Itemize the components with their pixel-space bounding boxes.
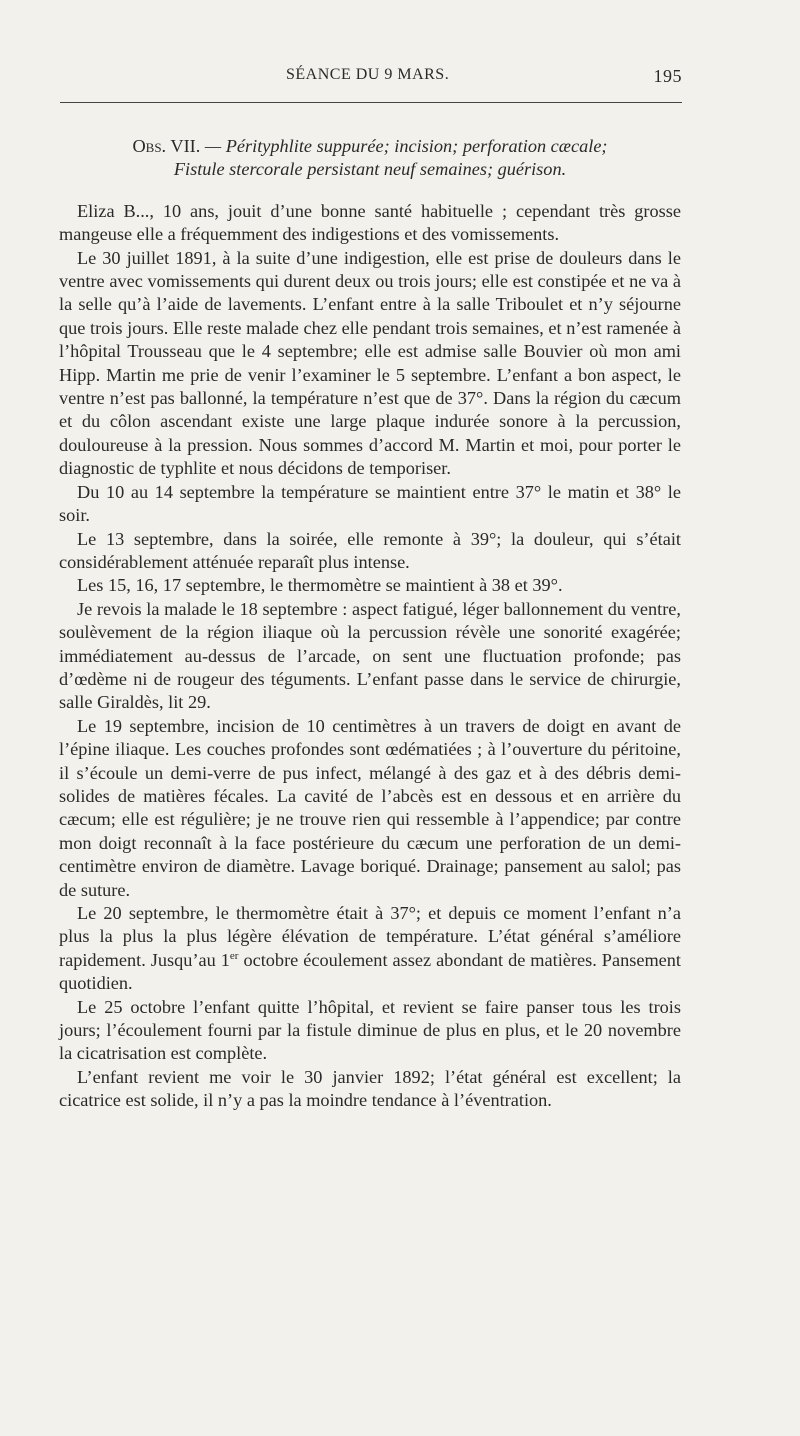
paragraph-1: Eliza B..., 10 ans, jouit d’une bonne santé habituelle ; cependant très grosse mangeuse elle a fréquemment des indigestions et des vomissements. xyxy=(59,200,681,245)
paragraph-3: Du 10 au 14 septembre la température se maintient entre 37° le matin et 38° le soir. xyxy=(59,481,681,526)
observation-label: Obs. VII. xyxy=(132,136,201,156)
observation-title-line1: Pérityphlite suppurée; incision; perforation cæcale; xyxy=(225,136,608,156)
paragraph-6: Je revois la malade le 18 septembre : aspect fatigué, léger ballonnement du ventre, soulèvement de la région iliaque où la percussion révèle une sonorité exagérée; immédiatement au-dessus de l’arcade, on sent une fluctuation profonde; pas d’œdème ni de rougeur des téguments. L’enfant passe dans le service de chirurgie, salle Giraldès, lit 29. xyxy=(59,598,681,713)
observation-heading-line2 xyxy=(59,158,681,181)
paragraph-9: Le 25 octobre l’enfant quitte l’hôpital, et revient se faire panser tous les trois jours; l’écoulement fourni par la fistule diminue de plus en plus, et le 20 novembre la cicatrisation est complète. xyxy=(59,996,681,1064)
running-title: SÉANCE DU 9 MARS. xyxy=(286,66,450,83)
observation-heading-line1 xyxy=(59,135,681,158)
paragraph-4: Le 13 septembre, dans la soirée, elle remonte à 39°; la douleur, qui s’était considérablement atténuée reparaît plus intense. xyxy=(59,528,681,572)
running-header xyxy=(60,64,682,92)
observation-dash: — xyxy=(200,136,226,156)
heading-spacer xyxy=(59,182,681,200)
paragraph-7: Le 19 septembre, incision de 10 centimètres à un travers de doigt en avant de l’épine iliaque. Les couches profondes sont œdématiées ; à l’ouverture du péritoine, il s’écoule un demi-verre de pus infect, mélangé à des gaz et à des débris demi-solides de matières fécales. La cavité de l’abcès est en dessous et en arrière du cæcum; elle est régulière; je ne trouve rien qui ressemble à l’appendice; par contre mon doigt reconnaît à la face postérieure du cæcum une perforation de un demi-centimètre environ de diamètre. Lavage boriqué. Drainage; pansement au salol; pas de suture. xyxy=(59,715,681,900)
paragraph-8: Le 20 septembre, le thermomètre était à 37°; et depuis ce moment l’enfant n’a plus la plus la plus légère élévation de température. L’état général s’améliore rapidement. Jusqu’au 1er octobre écoulement assez abondant de matières. Pansement quotidien. xyxy=(59,903,681,994)
body-text xyxy=(59,135,681,1113)
page-number: 195 xyxy=(653,66,682,86)
paragraph-10: L’enfant revient me voir le 30 janvier 1892; l’état général est excellent; la cicatrice est solide, il n’y a pas la moindre tendance à l’éventration. xyxy=(59,1066,681,1111)
observation-title-line2: Fistule stercorale persistant neuf semaines; guérison. xyxy=(173,159,567,180)
paragraph-5: Les 15, 16, 17 septembre, le thermomètre se maintient à 38 et 39°. xyxy=(77,575,563,596)
paragraph-2: Le 30 juillet 1891, à la suite d’une indigestion, elle est prise de douleurs dans le ventre avec vomissements qui durent deux ou trois jours; elle est constipée et ne va à la selle qu’à l’aide de lavements. L’enfant entre à la salle Triboulet et n’y séjourne que trois jours. Elle reste malade chez elle pendant trois semaines, et n’est ramenée à l’hôpital Trousseau que le 4 septembre; elle est admise salle Bouvier où mon ami Hipp. Martin me prie de venir l’examiner le 5 septembre. L’enfant a bon aspect, le ventre n’est pas ballonné, la température n’est que de 37°. Dans la région du cæcum et du côlon ascendant existe une large plaque indurée sonore à la percussion, douloureuse à la pression. Nous sommes d’accord M. Martin et moi, pour porter le diagnostic de typhlite et nous décidons de temporiser. xyxy=(59,247,681,479)
ordinal-superscript: er xyxy=(229,949,239,962)
header-rule xyxy=(60,102,682,103)
